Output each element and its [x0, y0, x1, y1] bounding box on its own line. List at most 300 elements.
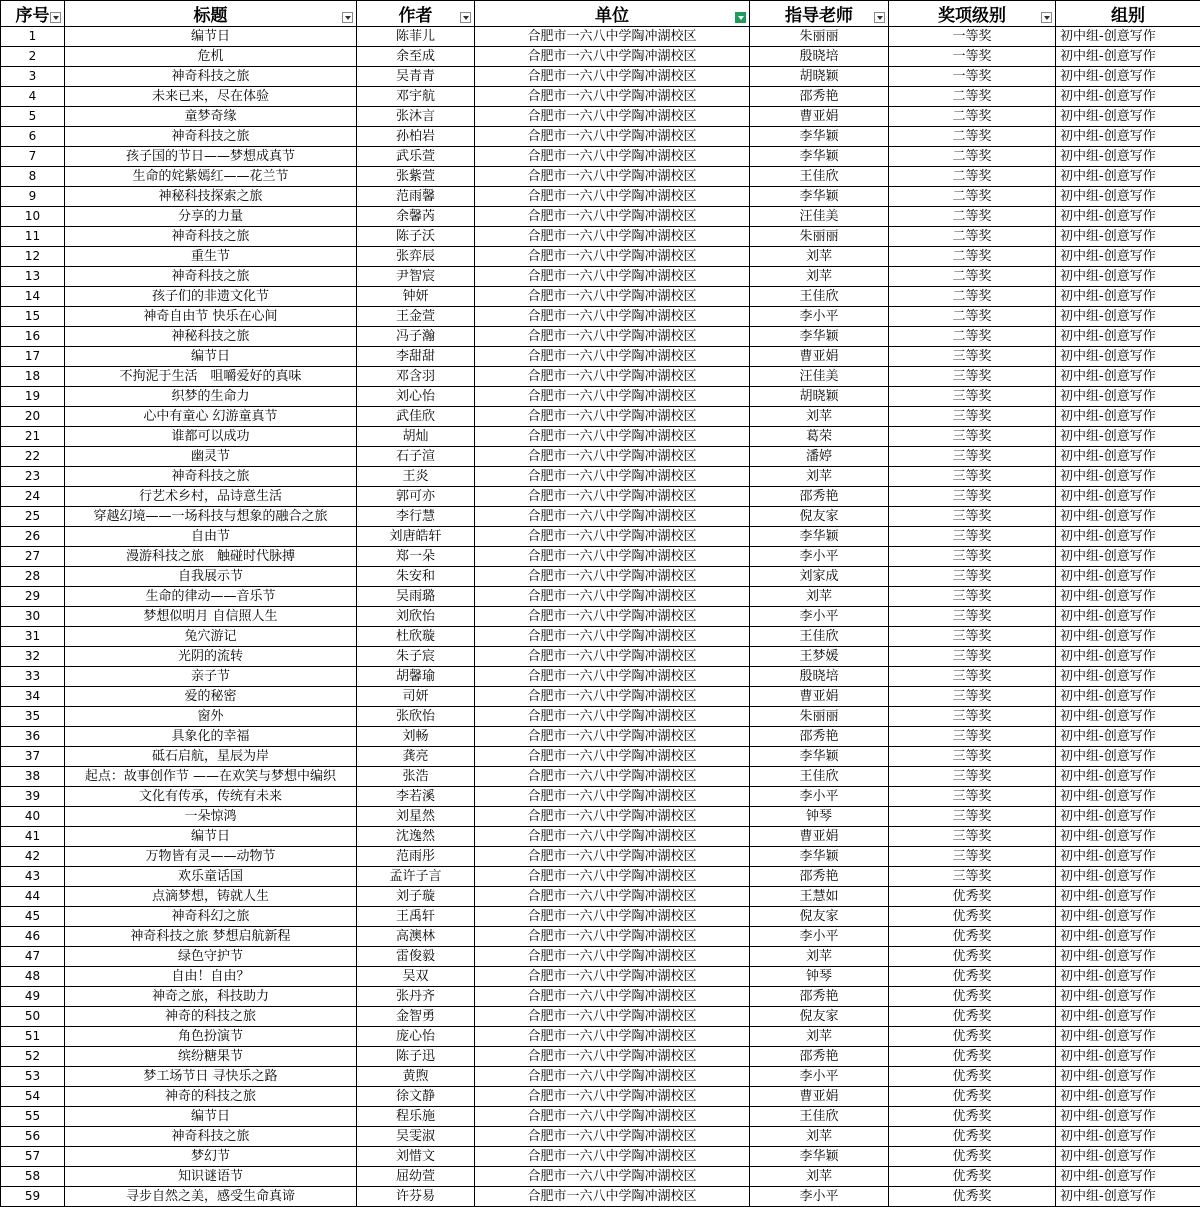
- cell-author[interactable]: 龚亮: [357, 747, 475, 767]
- cell-unit[interactable]: 合肥市一六八中学陶冲湖校区: [475, 867, 750, 887]
- cell-author[interactable]: 余至成: [357, 47, 475, 67]
- cell-unit[interactable]: 合肥市一六八中学陶冲湖校区: [475, 67, 750, 87]
- cell-idx[interactable]: 5: [1, 107, 65, 127]
- cell-author[interactable]: 胡灿: [357, 427, 475, 447]
- cell-award[interactable]: 优秀奖: [889, 1127, 1056, 1147]
- cell-group[interactable]: 初中组-创意写作: [1056, 227, 1200, 247]
- cell-group[interactable]: 初中组-创意写作: [1056, 1107, 1200, 1127]
- cell-teacher[interactable]: 刘苹: [750, 267, 889, 287]
- cell-teacher[interactable]: 邵秀艳: [750, 987, 889, 1007]
- cell-teacher[interactable]: 曹亚娟: [750, 1087, 889, 1107]
- cell-award[interactable]: 一等奖: [889, 47, 1056, 67]
- cell-title[interactable]: 神奇科技之旅: [65, 1127, 357, 1147]
- cell-author[interactable]: 张紫萱: [357, 167, 475, 187]
- cell-unit[interactable]: 合肥市一六八中学陶冲湖校区: [475, 967, 750, 987]
- cell-title[interactable]: 自由节: [65, 527, 357, 547]
- cell-idx[interactable]: 23: [1, 467, 65, 487]
- cell-teacher[interactable]: 邵秀艳: [750, 867, 889, 887]
- header-unit[interactable]: [475, 1, 750, 27]
- cell-author[interactable]: 吴雨璐: [357, 587, 475, 607]
- cell-award[interactable]: 三等奖: [889, 847, 1056, 867]
- cell-title[interactable]: 爱的秘密: [65, 687, 357, 707]
- cell-group[interactable]: 初中组-创意写作: [1056, 1047, 1200, 1067]
- cell-title[interactable]: 万物皆有灵——动物节: [65, 847, 357, 867]
- cell-unit[interactable]: 合肥市一六八中学陶冲湖校区: [475, 347, 750, 367]
- cell-group[interactable]: 初中组-创意写作: [1056, 307, 1200, 327]
- cell-unit[interactable]: 合肥市一六八中学陶冲湖校区: [475, 627, 750, 647]
- cell-idx[interactable]: 15: [1, 307, 65, 327]
- cell-unit[interactable]: 合肥市一六八中学陶冲湖校区: [475, 787, 750, 807]
- cell-teacher[interactable]: 李小平: [750, 547, 889, 567]
- cell-idx[interactable]: 43: [1, 867, 65, 887]
- cell-idx[interactable]: 34: [1, 687, 65, 707]
- cell-teacher[interactable]: 李小平: [750, 1067, 889, 1087]
- cell-idx[interactable]: 7: [1, 147, 65, 167]
- cell-idx[interactable]: 50: [1, 1007, 65, 1027]
- cell-idx[interactable]: 6: [1, 127, 65, 147]
- cell-teacher[interactable]: 李小平: [750, 607, 889, 627]
- cell-teacher[interactable]: 曹亚娟: [750, 347, 889, 367]
- cell-group[interactable]: 初中组-创意写作: [1056, 747, 1200, 767]
- cell-author[interactable]: 胡馨瑜: [357, 667, 475, 687]
- cell-author[interactable]: 刘欣怡: [357, 607, 475, 627]
- cell-unit[interactable]: 合肥市一六八中学陶冲湖校区: [475, 447, 750, 467]
- filter-dropdown-icon[interactable]: [342, 12, 353, 23]
- cell-teacher[interactable]: 刘苹: [750, 247, 889, 267]
- cell-title[interactable]: 生命的姹紫嫣红——花兰节: [65, 167, 357, 187]
- cell-unit[interactable]: 合肥市一六八中学陶冲湖校区: [475, 1047, 750, 1067]
- cell-unit[interactable]: 合肥市一六八中学陶冲湖校区: [475, 1087, 750, 1107]
- cell-group[interactable]: 初中组-创意写作: [1056, 967, 1200, 987]
- cell-group[interactable]: 初中组-创意写作: [1056, 867, 1200, 887]
- cell-teacher[interactable]: 李华颖: [750, 187, 889, 207]
- cell-award[interactable]: 三等奖: [889, 427, 1056, 447]
- cell-idx[interactable]: 25: [1, 507, 65, 527]
- cell-award[interactable]: 优秀奖: [889, 927, 1056, 947]
- cell-teacher[interactable]: 刘家成: [750, 567, 889, 587]
- cell-unit[interactable]: 合肥市一六八中学陶冲湖校区: [475, 287, 750, 307]
- cell-teacher[interactable]: 李华颖: [750, 847, 889, 867]
- cell-teacher[interactable]: 刘苹: [750, 587, 889, 607]
- cell-unit[interactable]: 合肥市一六八中学陶冲湖校区: [475, 207, 750, 227]
- filter-dropdown-icon[interactable]: [874, 12, 885, 23]
- cell-unit[interactable]: 合肥市一六八中学陶冲湖校区: [475, 407, 750, 427]
- cell-teacher[interactable]: 王佳欣: [750, 167, 889, 187]
- cell-author[interactable]: 朱子宸: [357, 647, 475, 667]
- filter-dropdown-icon[interactable]: [460, 12, 471, 23]
- cell-author[interactable]: 刘子璇: [357, 887, 475, 907]
- cell-author[interactable]: 沈逸然: [357, 827, 475, 847]
- cell-teacher[interactable]: 朱丽丽: [750, 707, 889, 727]
- cell-title[interactable]: 寻步自然之美，感受生命真谛: [65, 1187, 357, 1207]
- cell-unit[interactable]: 合肥市一六八中学陶冲湖校区: [475, 647, 750, 667]
- cell-unit[interactable]: 合肥市一六八中学陶冲湖校区: [475, 927, 750, 947]
- cell-author[interactable]: 陈菲儿: [357, 27, 475, 47]
- cell-idx[interactable]: 18: [1, 367, 65, 387]
- cell-award[interactable]: 三等奖: [889, 347, 1056, 367]
- cell-title[interactable]: 点滴梦想，铸就人生: [65, 887, 357, 907]
- cell-author[interactable]: 邓宇航: [357, 87, 475, 107]
- cell-title[interactable]: 角色扮演节: [65, 1027, 357, 1047]
- cell-unit[interactable]: 合肥市一六八中学陶冲湖校区: [475, 727, 750, 747]
- cell-unit[interactable]: 合肥市一六八中学陶冲湖校区: [475, 547, 750, 567]
- cell-idx[interactable]: 55: [1, 1107, 65, 1127]
- cell-award[interactable]: 三等奖: [889, 587, 1056, 607]
- cell-idx[interactable]: 17: [1, 347, 65, 367]
- cell-unit[interactable]: 合肥市一六八中学陶冲湖校区: [475, 707, 750, 727]
- cell-author[interactable]: 石子渲: [357, 447, 475, 467]
- cell-title[interactable]: 一朵惊鸿: [65, 807, 357, 827]
- cell-idx[interactable]: 47: [1, 947, 65, 967]
- cell-teacher[interactable]: 汪佳美: [750, 207, 889, 227]
- cell-author[interactable]: 吴双: [357, 967, 475, 987]
- cell-idx[interactable]: 36: [1, 727, 65, 747]
- cell-award[interactable]: 三等奖: [889, 567, 1056, 587]
- filter-active-icon[interactable]: [735, 12, 746, 23]
- cell-group[interactable]: 初中组-创意写作: [1056, 527, 1200, 547]
- cell-group[interactable]: 初中组-创意写作: [1056, 947, 1200, 967]
- cell-teacher[interactable]: 邵秀艳: [750, 1047, 889, 1067]
- cell-group[interactable]: 初中组-创意写作: [1056, 347, 1200, 367]
- cell-idx[interactable]: 39: [1, 787, 65, 807]
- cell-title[interactable]: 神奇科技之旅: [65, 267, 357, 287]
- cell-group[interactable]: 初中组-创意写作: [1056, 487, 1200, 507]
- cell-title[interactable]: 行艺术乡村，品诗意生活: [65, 487, 357, 507]
- header-idx[interactable]: [1, 1, 65, 27]
- cell-title[interactable]: 神奇自由节 快乐在心间: [65, 307, 357, 327]
- cell-teacher[interactable]: 李小平: [750, 787, 889, 807]
- cell-group[interactable]: 初中组-创意写作: [1056, 667, 1200, 687]
- cell-group[interactable]: 初中组-创意写作: [1056, 727, 1200, 747]
- cell-group[interactable]: 初中组-创意写作: [1056, 67, 1200, 87]
- cell-award[interactable]: 优秀奖: [889, 987, 1056, 1007]
- cell-award[interactable]: 二等奖: [889, 207, 1056, 227]
- cell-unit[interactable]: 合肥市一六八中学陶冲湖校区: [475, 847, 750, 867]
- cell-teacher[interactable]: 邵秀艳: [750, 487, 889, 507]
- cell-teacher[interactable]: 邵秀艳: [750, 87, 889, 107]
- cell-author[interactable]: 屈幼萱: [357, 1167, 475, 1187]
- cell-award[interactable]: 三等奖: [889, 747, 1056, 767]
- cell-idx[interactable]: 51: [1, 1027, 65, 1047]
- cell-title[interactable]: 梦工场节日 寻快乐之路: [65, 1067, 357, 1087]
- cell-award[interactable]: 三等奖: [889, 687, 1056, 707]
- cell-group[interactable]: 初中组-创意写作: [1056, 647, 1200, 667]
- cell-teacher[interactable]: 倪友家: [750, 1007, 889, 1027]
- cell-author[interactable]: 雷俊毅: [357, 947, 475, 967]
- cell-author[interactable]: 孟许子言: [357, 867, 475, 887]
- cell-idx[interactable]: 22: [1, 447, 65, 467]
- cell-title[interactable]: 生命的律动——音乐节: [65, 587, 357, 607]
- cell-author[interactable]: 朱安和: [357, 567, 475, 587]
- cell-idx[interactable]: 24: [1, 487, 65, 507]
- cell-group[interactable]: 初中组-创意写作: [1056, 367, 1200, 387]
- cell-author[interactable]: 吴青青: [357, 67, 475, 87]
- cell-title[interactable]: 孩子国的节日——梦想成真节: [65, 147, 357, 167]
- cell-author[interactable]: 陈子沃: [357, 227, 475, 247]
- cell-title[interactable]: 自我展示节: [65, 567, 357, 587]
- cell-author[interactable]: 邓含羽: [357, 367, 475, 387]
- cell-teacher[interactable]: 曹亚娟: [750, 827, 889, 847]
- cell-group[interactable]: 初中组-创意写作: [1056, 1027, 1200, 1047]
- cell-award[interactable]: 三等奖: [889, 787, 1056, 807]
- cell-title[interactable]: 编节日: [65, 27, 357, 47]
- cell-group[interactable]: 初中组-创意写作: [1056, 387, 1200, 407]
- cell-idx[interactable]: 12: [1, 247, 65, 267]
- cell-idx[interactable]: 1: [1, 27, 65, 47]
- cell-teacher[interactable]: 胡晓颖: [750, 67, 889, 87]
- cell-idx[interactable]: 10: [1, 207, 65, 227]
- cell-award[interactable]: 优秀奖: [889, 967, 1056, 987]
- cell-group[interactable]: 初中组-创意写作: [1056, 447, 1200, 467]
- cell-author[interactable]: 王禹轩: [357, 907, 475, 927]
- cell-award[interactable]: 三等奖: [889, 607, 1056, 627]
- cell-author[interactable]: 尹智宸: [357, 267, 475, 287]
- cell-unit[interactable]: 合肥市一六八中学陶冲湖校区: [475, 467, 750, 487]
- cell-author[interactable]: 庞心怡: [357, 1027, 475, 1047]
- cell-idx[interactable]: 14: [1, 287, 65, 307]
- cell-author[interactable]: 金智勇: [357, 1007, 475, 1027]
- cell-award[interactable]: 一等奖: [889, 27, 1056, 47]
- cell-idx[interactable]: 58: [1, 1167, 65, 1187]
- cell-author[interactable]: 程乐施: [357, 1107, 475, 1127]
- cell-group[interactable]: 初中组-创意写作: [1056, 407, 1200, 427]
- cell-unit[interactable]: 合肥市一六八中学陶冲湖校区: [475, 47, 750, 67]
- cell-award[interactable]: 一等奖: [889, 67, 1056, 87]
- cell-title[interactable]: 自由！自由？: [65, 967, 357, 987]
- cell-author[interactable]: 张沐言: [357, 107, 475, 127]
- cell-author[interactable]: 郑一朵: [357, 547, 475, 567]
- cell-author[interactable]: 高澳林: [357, 927, 475, 947]
- cell-title[interactable]: 窗外: [65, 707, 357, 727]
- cell-award[interactable]: 二等奖: [889, 147, 1056, 167]
- cell-author[interactable]: 郭可亦: [357, 487, 475, 507]
- cell-title[interactable]: 神奇科技之旅: [65, 467, 357, 487]
- cell-unit[interactable]: 合肥市一六八中学陶冲湖校区: [475, 1067, 750, 1087]
- cell-unit[interactable]: 合肥市一六八中学陶冲湖校区: [475, 527, 750, 547]
- cell-award[interactable]: 三等奖: [889, 867, 1056, 887]
- cell-author[interactable]: 刘畅: [357, 727, 475, 747]
- cell-award[interactable]: 优秀奖: [889, 1187, 1056, 1207]
- cell-idx[interactable]: 48: [1, 967, 65, 987]
- header-author[interactable]: [357, 1, 475, 27]
- cell-award[interactable]: 二等奖: [889, 247, 1056, 267]
- cell-unit[interactable]: 合肥市一六八中学陶冲湖校区: [475, 1007, 750, 1027]
- header-group[interactable]: [1056, 1, 1200, 27]
- cell-title[interactable]: 亲子节: [65, 667, 357, 687]
- cell-unit[interactable]: 合肥市一六八中学陶冲湖校区: [475, 127, 750, 147]
- cell-title[interactable]: 神奇科幻之旅: [65, 907, 357, 927]
- header-award[interactable]: [889, 1, 1056, 27]
- cell-group[interactable]: 初中组-创意写作: [1056, 787, 1200, 807]
- cell-group[interactable]: 初中组-创意写作: [1056, 827, 1200, 847]
- cell-teacher[interactable]: 李华颖: [750, 527, 889, 547]
- cell-idx[interactable]: 38: [1, 767, 65, 787]
- cell-idx[interactable]: 4: [1, 87, 65, 107]
- cell-group[interactable]: 初中组-创意写作: [1056, 587, 1200, 607]
- cell-title[interactable]: 织梦的生命力: [65, 387, 357, 407]
- cell-award[interactable]: 二等奖: [889, 187, 1056, 207]
- cell-title[interactable]: 编节日: [65, 347, 357, 367]
- cell-title[interactable]: 欢乐童话国: [65, 867, 357, 887]
- cell-award[interactable]: 三等奖: [889, 487, 1056, 507]
- cell-author[interactable]: 钟妍: [357, 287, 475, 307]
- cell-idx[interactable]: 45: [1, 907, 65, 927]
- cell-idx[interactable]: 32: [1, 647, 65, 667]
- cell-teacher[interactable]: 曹亚娟: [750, 687, 889, 707]
- cell-award[interactable]: 二等奖: [889, 307, 1056, 327]
- cell-author[interactable]: 李甜甜: [357, 347, 475, 367]
- cell-group[interactable]: 初中组-创意写作: [1056, 27, 1200, 47]
- cell-author[interactable]: 刘唐皓轩: [357, 527, 475, 547]
- cell-author[interactable]: 王炎: [357, 467, 475, 487]
- cell-idx[interactable]: 3: [1, 67, 65, 87]
- cell-award[interactable]: 优秀奖: [889, 1087, 1056, 1107]
- cell-title[interactable]: 不拘泥于生活 咀嚼爱好的真味: [65, 367, 357, 387]
- cell-idx[interactable]: 42: [1, 847, 65, 867]
- cell-award[interactable]: 三等奖: [889, 387, 1056, 407]
- cell-author[interactable]: 范雨彤: [357, 847, 475, 867]
- cell-group[interactable]: 初中组-创意写作: [1056, 1147, 1200, 1167]
- cell-title[interactable]: 绿色守护节: [65, 947, 357, 967]
- cell-title[interactable]: 神奇科技之旅 梦想启航新程: [65, 927, 357, 947]
- cell-title[interactable]: 心中有童心 幻游童真节: [65, 407, 357, 427]
- cell-award[interactable]: 优秀奖: [889, 1107, 1056, 1127]
- cell-teacher[interactable]: 邵秀艳: [750, 727, 889, 747]
- cell-unit[interactable]: 合肥市一六八中学陶冲湖校区: [475, 587, 750, 607]
- cell-teacher[interactable]: 朱丽丽: [750, 27, 889, 47]
- cell-teacher[interactable]: 殷晓培: [750, 47, 889, 67]
- cell-award[interactable]: 三等奖: [889, 627, 1056, 647]
- filter-dropdown-icon[interactable]: [50, 12, 61, 23]
- cell-author[interactable]: 吴雯淑: [357, 1127, 475, 1147]
- cell-unit[interactable]: 合肥市一六八中学陶冲湖校区: [475, 827, 750, 847]
- cell-group[interactable]: 初中组-创意写作: [1056, 47, 1200, 67]
- cell-unit[interactable]: 合肥市一六八中学陶冲湖校区: [475, 247, 750, 267]
- cell-idx[interactable]: 19: [1, 387, 65, 407]
- cell-teacher[interactable]: 殷晓培: [750, 667, 889, 687]
- cell-award[interactable]: 二等奖: [889, 107, 1056, 127]
- cell-unit[interactable]: 合肥市一六八中学陶冲湖校区: [475, 567, 750, 587]
- cell-teacher[interactable]: 王佳欣: [750, 627, 889, 647]
- cell-title[interactable]: 起点：故事创作节 ——在欢笑与梦想中编织: [65, 767, 357, 787]
- cell-title[interactable]: 神奇科技之旅: [65, 227, 357, 247]
- cell-group[interactable]: 初中组-创意写作: [1056, 987, 1200, 1007]
- cell-idx[interactable]: 56: [1, 1127, 65, 1147]
- cell-unit[interactable]: 合肥市一六八中学陶冲湖校区: [475, 87, 750, 107]
- cell-award[interactable]: 三等奖: [889, 527, 1056, 547]
- cell-teacher[interactable]: 刘苹: [750, 1167, 889, 1187]
- cell-group[interactable]: 初中组-创意写作: [1056, 887, 1200, 907]
- cell-unit[interactable]: 合肥市一六八中学陶冲湖校区: [475, 327, 750, 347]
- cell-group[interactable]: 初中组-创意写作: [1056, 267, 1200, 287]
- cell-author[interactable]: 刘心怡: [357, 387, 475, 407]
- cell-unit[interactable]: 合肥市一六八中学陶冲湖校区: [475, 107, 750, 127]
- cell-title[interactable]: 光阴的流转: [65, 647, 357, 667]
- cell-award[interactable]: 优秀奖: [889, 1047, 1056, 1067]
- cell-unit[interactable]: 合肥市一六八中学陶冲湖校区: [475, 767, 750, 787]
- cell-teacher[interactable]: 刘苹: [750, 407, 889, 427]
- cell-idx[interactable]: 44: [1, 887, 65, 907]
- cell-group[interactable]: 初中组-创意写作: [1056, 807, 1200, 827]
- cell-award[interactable]: 二等奖: [889, 127, 1056, 147]
- cell-award[interactable]: 三等奖: [889, 547, 1056, 567]
- header-title[interactable]: [65, 1, 357, 27]
- cell-teacher[interactable]: 倪友家: [750, 507, 889, 527]
- cell-award[interactable]: 优秀奖: [889, 1007, 1056, 1027]
- cell-award[interactable]: 优秀奖: [889, 1027, 1056, 1047]
- cell-award[interactable]: 三等奖: [889, 707, 1056, 727]
- cell-teacher[interactable]: 朱丽丽: [750, 227, 889, 247]
- cell-author[interactable]: 司妍: [357, 687, 475, 707]
- cell-idx[interactable]: 54: [1, 1087, 65, 1107]
- cell-idx[interactable]: 2: [1, 47, 65, 67]
- cell-idx[interactable]: 40: [1, 807, 65, 827]
- cell-group[interactable]: 初中组-创意写作: [1056, 1087, 1200, 1107]
- cell-award[interactable]: 三等奖: [889, 827, 1056, 847]
- cell-award[interactable]: 优秀奖: [889, 1067, 1056, 1087]
- cell-teacher[interactable]: 李小平: [750, 1187, 889, 1207]
- cell-teacher[interactable]: 李小平: [750, 927, 889, 947]
- cell-award[interactable]: 优秀奖: [889, 1147, 1056, 1167]
- cell-title[interactable]: 重生节: [65, 247, 357, 267]
- cell-author[interactable]: 许芬易: [357, 1187, 475, 1207]
- cell-group[interactable]: 初中组-创意写作: [1056, 1127, 1200, 1147]
- cell-title[interactable]: 神奇科技之旅: [65, 67, 357, 87]
- cell-title[interactable]: 童梦奇缘: [65, 107, 357, 127]
- cell-unit[interactable]: 合肥市一六八中学陶冲湖校区: [475, 307, 750, 327]
- cell-award[interactable]: 二等奖: [889, 327, 1056, 347]
- cell-idx[interactable]: 13: [1, 267, 65, 287]
- cell-unit[interactable]: 合肥市一六八中学陶冲湖校区: [475, 27, 750, 47]
- cell-idx[interactable]: 49: [1, 987, 65, 1007]
- cell-title[interactable]: 神奇科技之旅: [65, 127, 357, 147]
- cell-teacher[interactable]: 李华颖: [750, 1147, 889, 1167]
- cell-unit[interactable]: 合肥市一六八中学陶冲湖校区: [475, 1167, 750, 1187]
- cell-idx[interactable]: 52: [1, 1047, 65, 1067]
- cell-author[interactable]: 张丹齐: [357, 987, 475, 1007]
- cell-award[interactable]: 优秀奖: [889, 947, 1056, 967]
- cell-author[interactable]: 陈子迅: [357, 1047, 475, 1067]
- cell-idx[interactable]: 46: [1, 927, 65, 947]
- cell-title[interactable]: 漫游科技之旅 触碰时代脉搏: [65, 547, 357, 567]
- cell-title[interactable]: 文化有传承，传统有未来: [65, 787, 357, 807]
- cell-title[interactable]: 穿越幻境——一场科技与想象的融合之旅: [65, 507, 357, 527]
- cell-unit[interactable]: 合肥市一六八中学陶冲湖校区: [475, 607, 750, 627]
- cell-title[interactable]: 危机: [65, 47, 357, 67]
- cell-group[interactable]: 初中组-创意写作: [1056, 1067, 1200, 1087]
- cell-author[interactable]: 冯子瀚: [357, 327, 475, 347]
- cell-idx[interactable]: 53: [1, 1067, 65, 1087]
- cell-unit[interactable]: 合肥市一六八中学陶冲湖校区: [475, 187, 750, 207]
- cell-group[interactable]: 初中组-创意写作: [1056, 507, 1200, 527]
- cell-teacher[interactable]: 刘苹: [750, 947, 889, 967]
- cell-group[interactable]: 初中组-创意写作: [1056, 907, 1200, 927]
- cell-award[interactable]: 优秀奖: [889, 907, 1056, 927]
- cell-title[interactable]: 分享的力量: [65, 207, 357, 227]
- cell-group[interactable]: 初中组-创意写作: [1056, 607, 1200, 627]
- cell-author[interactable]: 黄煦: [357, 1067, 475, 1087]
- cell-idx[interactable]: 28: [1, 567, 65, 587]
- cell-group[interactable]: 初中组-创意写作: [1056, 427, 1200, 447]
- cell-group[interactable]: 初中组-创意写作: [1056, 87, 1200, 107]
- cell-unit[interactable]: 合肥市一六八中学陶冲湖校区: [475, 487, 750, 507]
- cell-title[interactable]: 神秘科技之旅: [65, 327, 357, 347]
- cell-group[interactable]: 初中组-创意写作: [1056, 167, 1200, 187]
- cell-author[interactable]: 张浩: [357, 767, 475, 787]
- cell-title[interactable]: 梦想似明月 自信照人生: [65, 607, 357, 627]
- cell-teacher[interactable]: 李华颖: [750, 127, 889, 147]
- cell-group[interactable]: 初中组-创意写作: [1056, 187, 1200, 207]
